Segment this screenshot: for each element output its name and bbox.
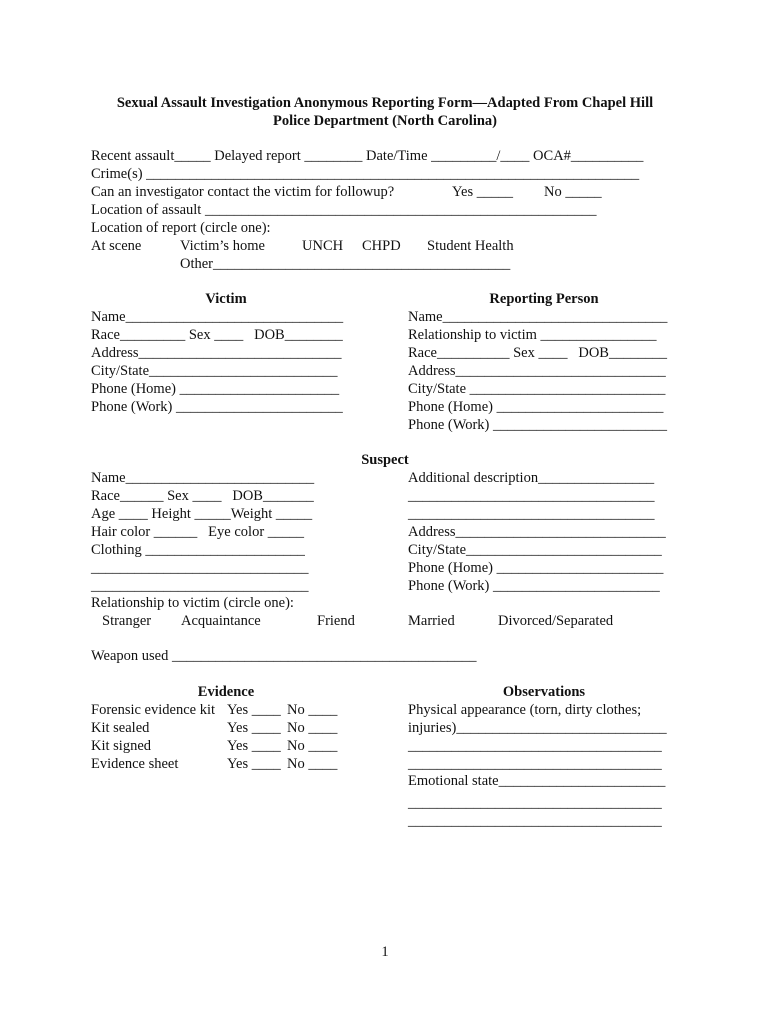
evidence-yes-field[interactable]: Yes ____ [227,702,281,718]
observations-heading: Observations [502,684,586,700]
emotional-state-field[interactable]: Emotional state_______________________ [408,773,666,789]
victim-phone-work-field[interactable]: Phone (Work) _______________________ [91,399,343,415]
suspect-address-field[interactable]: Address_____________________________ [408,524,666,540]
reporter-race-sex-dob-field[interactable]: Race__________ Sex ____ DOB________ [408,345,667,361]
physical-appearance-blank-1[interactable]: ___________________________________ [408,738,662,754]
form-title-line1: Sexual Assault Investigation Anonymous Reporting Form—Adapted From Chapel Hill [116,95,654,111]
contact-yes-field[interactable]: Yes _____ [452,184,513,200]
suspect-race-sex-dob-field[interactable]: Race______ Sex ____ DOB_______ [91,488,314,504]
location-of-assault-field[interactable]: Location of assault ______________________________________________________ [91,202,597,218]
form-title-line2: Police Department (North Carolina) [272,113,498,129]
victim-race-sex-dob-field[interactable]: Race_________ Sex ____ DOB________ [91,327,343,343]
contact-no-field[interactable]: No _____ [544,184,602,200]
page-number: 1 [381,944,389,960]
weapon-used-field[interactable]: Weapon used __________________________________________ [91,648,477,664]
victim-name-field[interactable]: Name______________________________ [91,309,344,325]
location-option-other[interactable]: Other_________________________________________ [180,256,511,272]
suspect-phone-home-field[interactable]: Phone (Home) _______________________ [408,560,664,576]
reporter-address-field[interactable]: Address_____________________________ [408,363,666,379]
reporter-city-state-field[interactable]: City/State ___________________________ [408,381,666,397]
relationship-option-friend[interactable]: Friend [317,613,355,629]
victim-heading: Victim [205,291,247,307]
suspect-heading: Suspect [361,452,409,468]
relationship-option-divorced[interactable]: Divorced/Separated [498,613,614,629]
suspect-hair-eye-field[interactable]: Hair color ______ Eye color _____ [91,524,305,540]
evidence-no-field[interactable]: No ____ [287,702,338,718]
location-option-student-health[interactable]: Student Health [427,238,514,254]
evidence-row-label: Evidence sheet [91,756,179,772]
suspect-relationship-label: Relationship to victim (circle one): [91,595,294,611]
suspect-clothing-field[interactable]: Clothing ______________________ [91,542,305,558]
suspect-age-height-weight-field[interactable]: Age ____ Height _____Weight _____ [91,506,313,522]
evidence-row-label: Forensic evidence kit [91,702,216,718]
evidence-row-label: Kit signed [91,738,152,754]
physical-appearance-label: Physical appearance (torn, dirty clothes; [408,702,642,718]
evidence-yes-field[interactable]: Yes ____ [227,720,281,736]
emotional-state-blank-2[interactable]: ___________________________________ [408,813,662,829]
evidence-no-field[interactable]: No ____ [287,756,338,772]
reporting-person-heading: Reporting Person [489,291,599,307]
emotional-state-blank-1[interactable]: ___________________________________ [408,795,662,811]
suspect-city-state-field[interactable]: City/State___________________________ [408,542,662,558]
victim-city-state-field[interactable]: City/State__________________________ [91,363,338,379]
crimes-field[interactable]: Crime(s) ____________________________________________________________________ [91,166,640,182]
victim-address-field[interactable]: Address____________________________ [91,345,342,361]
physical-appearance-blank-2[interactable]: ___________________________________ [408,756,662,772]
evidence-heading: Evidence [197,684,255,700]
suspect-phone-work-field[interactable]: Phone (Work) _______________________ [408,578,660,594]
suspect-description-blank-2[interactable]: __________________________________ [408,506,655,522]
evidence-row-label: Kit sealed [91,720,150,736]
contact-question: Can an investigator contact the victim for followup? [91,184,395,200]
suspect-additional-description-field[interactable]: Additional description________________ [408,470,655,486]
location-option-victims-home[interactable]: Victim’s home [180,238,265,254]
victim-phone-home-field[interactable]: Phone (Home) ______________________ [91,381,340,397]
suspect-description-blank-1[interactable]: __________________________________ [408,488,655,504]
relationship-option-married[interactable]: Married [408,613,455,629]
suspect-clothing-blank-2[interactable]: ______________________________ [91,578,309,594]
location-option-chpd[interactable]: CHPD [362,238,401,254]
location-option-at-scene[interactable]: At scene [91,238,142,254]
physical-appearance-field[interactable]: injuries)_____________________________ [408,720,667,736]
reporter-phone-work-field[interactable]: Phone (Work) ________________________ [408,417,668,433]
suspect-name-field[interactable]: Name__________________________ [91,470,315,486]
relationship-option-acquaintance[interactable]: Acquaintance [181,613,261,629]
recent-assault-line[interactable]: Recent assault_____ Delayed report ________ Date/Time _________/____ OCA#__________ [91,148,644,164]
reporter-phone-home-field[interactable]: Phone (Home) _______________________ [408,399,664,415]
suspect-clothing-blank-1[interactable]: ______________________________ [91,560,309,576]
location-of-report-label: Location of report (circle one): [91,220,271,236]
evidence-yes-field[interactable]: Yes ____ [227,756,281,772]
evidence-no-field[interactable]: No ____ [287,720,338,736]
evidence-no-field[interactable]: No ____ [287,738,338,754]
evidence-yes-field[interactable]: Yes ____ [227,738,281,754]
reporter-relationship-field[interactable]: Relationship to victim ________________ [408,327,657,343]
location-option-unch[interactable]: UNCH [302,238,344,254]
reporter-name-field[interactable]: Name_______________________________ [408,309,668,325]
relationship-option-stranger[interactable]: Stranger [102,613,152,629]
